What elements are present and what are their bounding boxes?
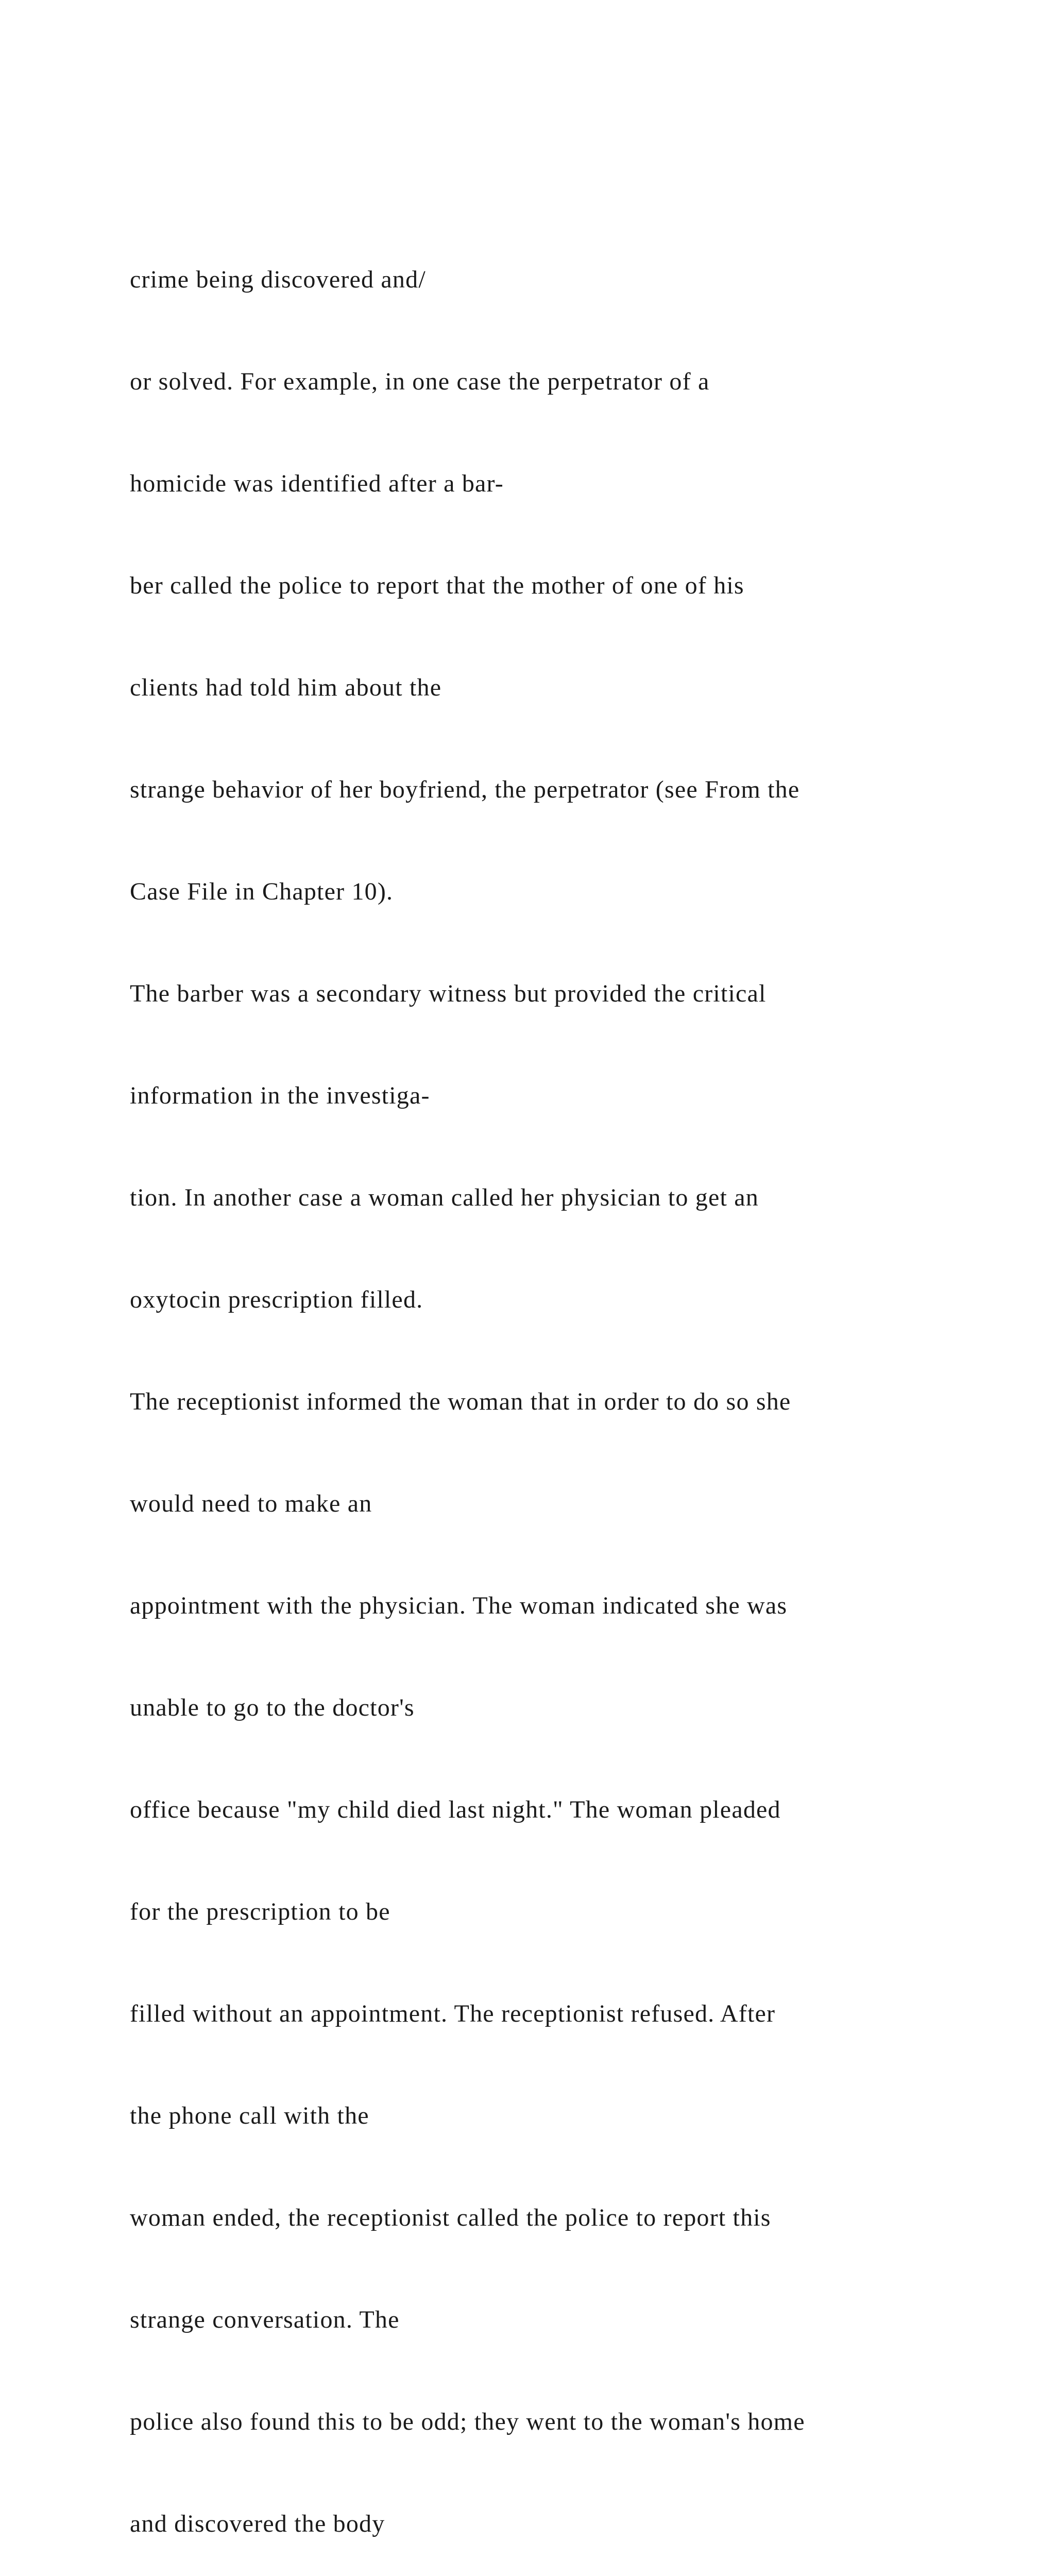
paragraph-case-examples — [130, 195, 1016, 2576]
document-text — [130, 127, 1016, 2576]
text-line: strange behavior of her boyfriend, the perpetrator (see From the — [130, 776, 800, 803]
text-line: oxytocin prescription filled. — [130, 1286, 423, 1313]
text-line: crime being discovered and/ — [130, 266, 426, 293]
text-line: strange conversation. The — [130, 2306, 400, 2333]
text-line: would need to make an — [130, 1490, 372, 1517]
text-line: homicide was identified after a bar- — [130, 470, 504, 497]
text-line: police also found this to be odd; they went to the woman's home — [130, 2408, 805, 2435]
text-line: office because "my child died last night." The woman pleaded — [130, 1796, 781, 1823]
text-line: appointment with the physician. The woman indicated she was — [130, 1592, 788, 1619]
text-line: woman ended, the receptionist called the police to report this — [130, 2204, 771, 2231]
text-line: filled without an appointment. The receptionist refused. After — [130, 2000, 776, 2027]
text-line: Case File in Chapter 10). — [130, 878, 394, 905]
text-line: or solved. For example, in one case the perpetrator of a — [130, 368, 710, 395]
text-line: unable to go to the doctor's — [130, 1694, 415, 1721]
text-line: information in the investiga- — [130, 1082, 430, 1109]
text-line: The receptionist informed the woman that in order to do so she — [130, 1388, 791, 1415]
text-line: the phone call with the — [130, 2102, 369, 2129]
text-line: ber called the police to report that the mother of one of his — [130, 572, 744, 599]
text-line: and discovered the body — [130, 2510, 385, 2537]
text-line: clients had told him about the — [130, 674, 442, 701]
text-line: for the prescription to be — [130, 1898, 390, 1925]
text-line: The barber was a secondary witness but provided the critical — [130, 980, 767, 1007]
text-line: tion. In another case a woman called her physician to get an — [130, 1184, 759, 1211]
